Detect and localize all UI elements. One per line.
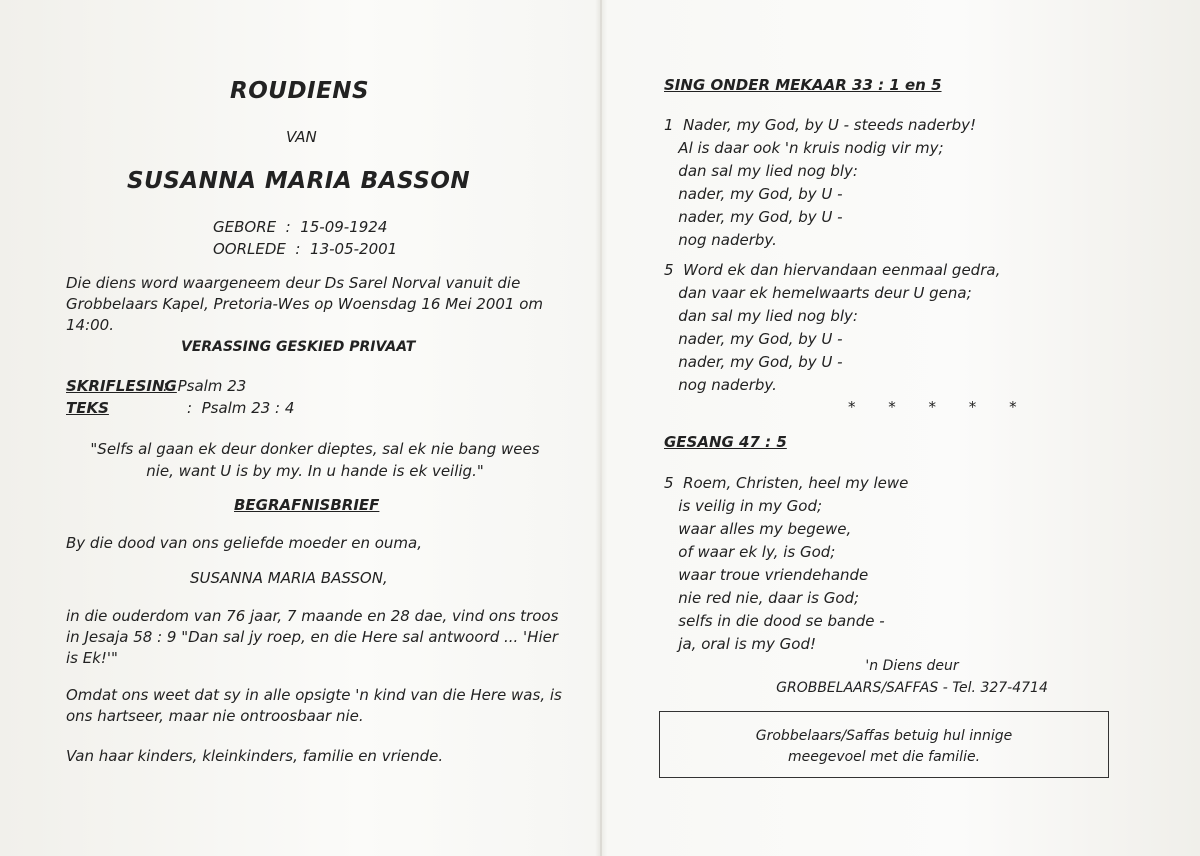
life-dates <box>213 216 397 260</box>
cremation-notice: VERASSING GESKIED PRIVAAT <box>181 339 416 355</box>
hymn-2-verse <box>664 472 908 656</box>
letter-intro: By die dood van ons geliefde moeder en ouma, <box>66 534 422 552</box>
verse-line: nie red nie, daar is God; <box>664 589 860 607</box>
service-details: Die diens word waargeneem deur Ds Sarel Norval vanuit die Grobbelaars Kapel, Pretoria-Wes op Woensdag 16 Mei 2001 om 14:00. <box>66 274 544 334</box>
right-page <box>602 0 1200 856</box>
verse-line: waar troue vriendehande <box>664 566 869 584</box>
deceased-name: SUSANNA MARIA BASSON <box>127 168 471 194</box>
funeral-home-credit <box>742 655 1082 699</box>
scripture-quote: "Selfs al gaan ek deur donker dieptes, sal ek nie bang wees nie, want U is by my. In u hande is ek veilig." <box>90 440 540 480</box>
verse-line: of waar ek ly, is God; <box>664 543 836 561</box>
letter-body-3: Van haar kinders, kleinkinders, familie en vriende. <box>66 747 444 765</box>
document-title: ROUDIENS <box>230 78 370 104</box>
verse-line: dan sal my lied nog bly: <box>664 307 858 325</box>
letter-heading: BEGRAFNISBRIEF <box>234 496 380 514</box>
condolence-box <box>659 711 1109 778</box>
letter-name: SUSANNA MARIA BASSON, <box>190 569 388 587</box>
verse-line: ja, oral is my God! <box>664 635 817 653</box>
verse-line: selfs in die dood se bande - <box>664 612 885 630</box>
condolence-line-2: meegevoel met die familie. <box>787 749 981 765</box>
text-label: TEKS <box>66 399 109 417</box>
verse-line: nader, my God, by U - <box>664 330 843 348</box>
verse-line: Al is daar ook 'n kruis nodig vir my; <box>664 139 944 157</box>
verse-line: nog naderby. <box>664 231 777 249</box>
letter-body-2: Omdat ons weet dat sy in alle opsigte 'n kind van die Here was, is ons hartseer, maar nie ontroosbaar nie. <box>66 686 562 725</box>
birth-date: GEBORE : 15-09-1924 <box>213 218 388 236</box>
verse-line: nog naderby. <box>664 376 777 394</box>
hymn-1-verse-5 <box>664 259 1000 397</box>
service-contact: GROBBELAARS/SAFFAS - Tel. 327-4714 <box>776 680 1048 696</box>
section-divider-stars: * * * * * <box>848 398 1031 416</box>
verse-line: 5 Roem, Christen, heel my lewe <box>664 474 909 492</box>
verse-line: dan vaar ek hemelwaarts deur U gena; <box>664 284 972 302</box>
text-value: : Psalm 23 : 4 <box>187 399 295 417</box>
verse-line: waar alles my begewe, <box>664 520 852 538</box>
hymn-1-verse-1 <box>664 114 976 252</box>
reading-label: SKRIFLESING <box>66 377 177 395</box>
verse-line: dan sal my lied nog bly: <box>664 162 858 180</box>
verse-line: nader, my God, by U - <box>664 185 843 203</box>
verse-line: nader, my God, by U - <box>664 208 843 226</box>
verse-line: is veilig in my God; <box>664 497 823 515</box>
letter-body-1: in die ouderdom van 76 jaar, 7 maande en 28 dae, vind ons troos in Jesaja 58 : 9 "Dan sal jy roep, en die Here sal antwoord ... 'Hier is Ek!'" <box>66 607 559 667</box>
hymn-1-heading: SING ONDER MEKAAR 33 : 1 en 5 <box>664 76 942 94</box>
service-by: 'n Diens deur <box>865 658 959 674</box>
death-date: OORLEDE : 13-05-2001 <box>213 240 398 258</box>
of-label: VAN <box>286 128 317 146</box>
condolence-line-1: Grobbelaars/Saffas betuig hul innige <box>755 728 1013 744</box>
verse-line: 5 Word ek dan hiervandaan eenmaal gedra, <box>664 261 1001 279</box>
reading-value: : Psalm 23 <box>163 377 247 395</box>
verse-line: nader, my God, by U - <box>664 353 843 371</box>
verse-line: 1 Nader, my God, by U - steeds naderby! <box>664 116 977 134</box>
hymn-2-heading: GESANG 47 : 5 <box>664 433 787 451</box>
